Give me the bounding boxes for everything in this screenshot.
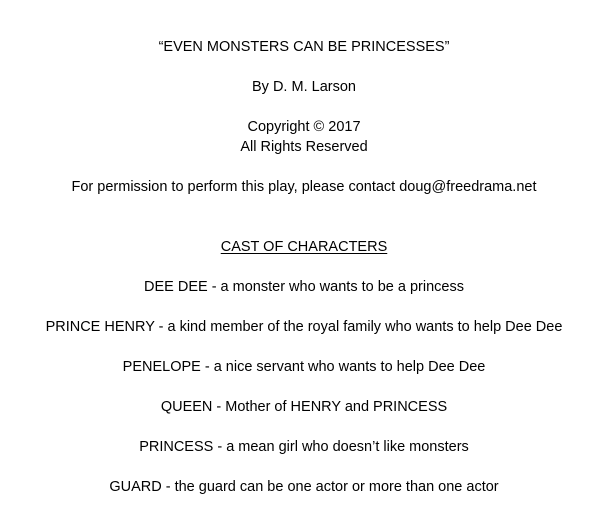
copyright-line: Copyright © 2017 [247, 119, 361, 135]
play-title: “EVEN MONSTERS CAN BE PRINCESSES” [158, 39, 450, 55]
cast-member-queen: QUEEN - Mother of HENRY and PRINCESS [160, 399, 448, 415]
permission-notice: For permission to perform this play, please contact doug@freedrama.net [71, 179, 537, 195]
rights-line: All Rights Reserved [240, 139, 368, 155]
cast-heading: CAST OF CHARACTERS [220, 239, 388, 255]
cast-member-dee-dee: DEE DEE - a monster who wants to be a princess [144, 279, 464, 295]
author-byline: By D. M. Larson [252, 79, 356, 95]
cast-member-penelope: PENELOPE - a nice servant who wants to help Dee Dee [122, 359, 486, 375]
cast-member-prince-henry: PRINCE HENRY - a kind member of the royal family who wants to help Dee Dee [45, 319, 563, 335]
cast-member-guard: GUARD - the guard can be one actor or more than one actor [109, 479, 499, 495]
cast-member-princess: PRINCESS - a mean girl who doesn’t like monsters [139, 439, 469, 455]
